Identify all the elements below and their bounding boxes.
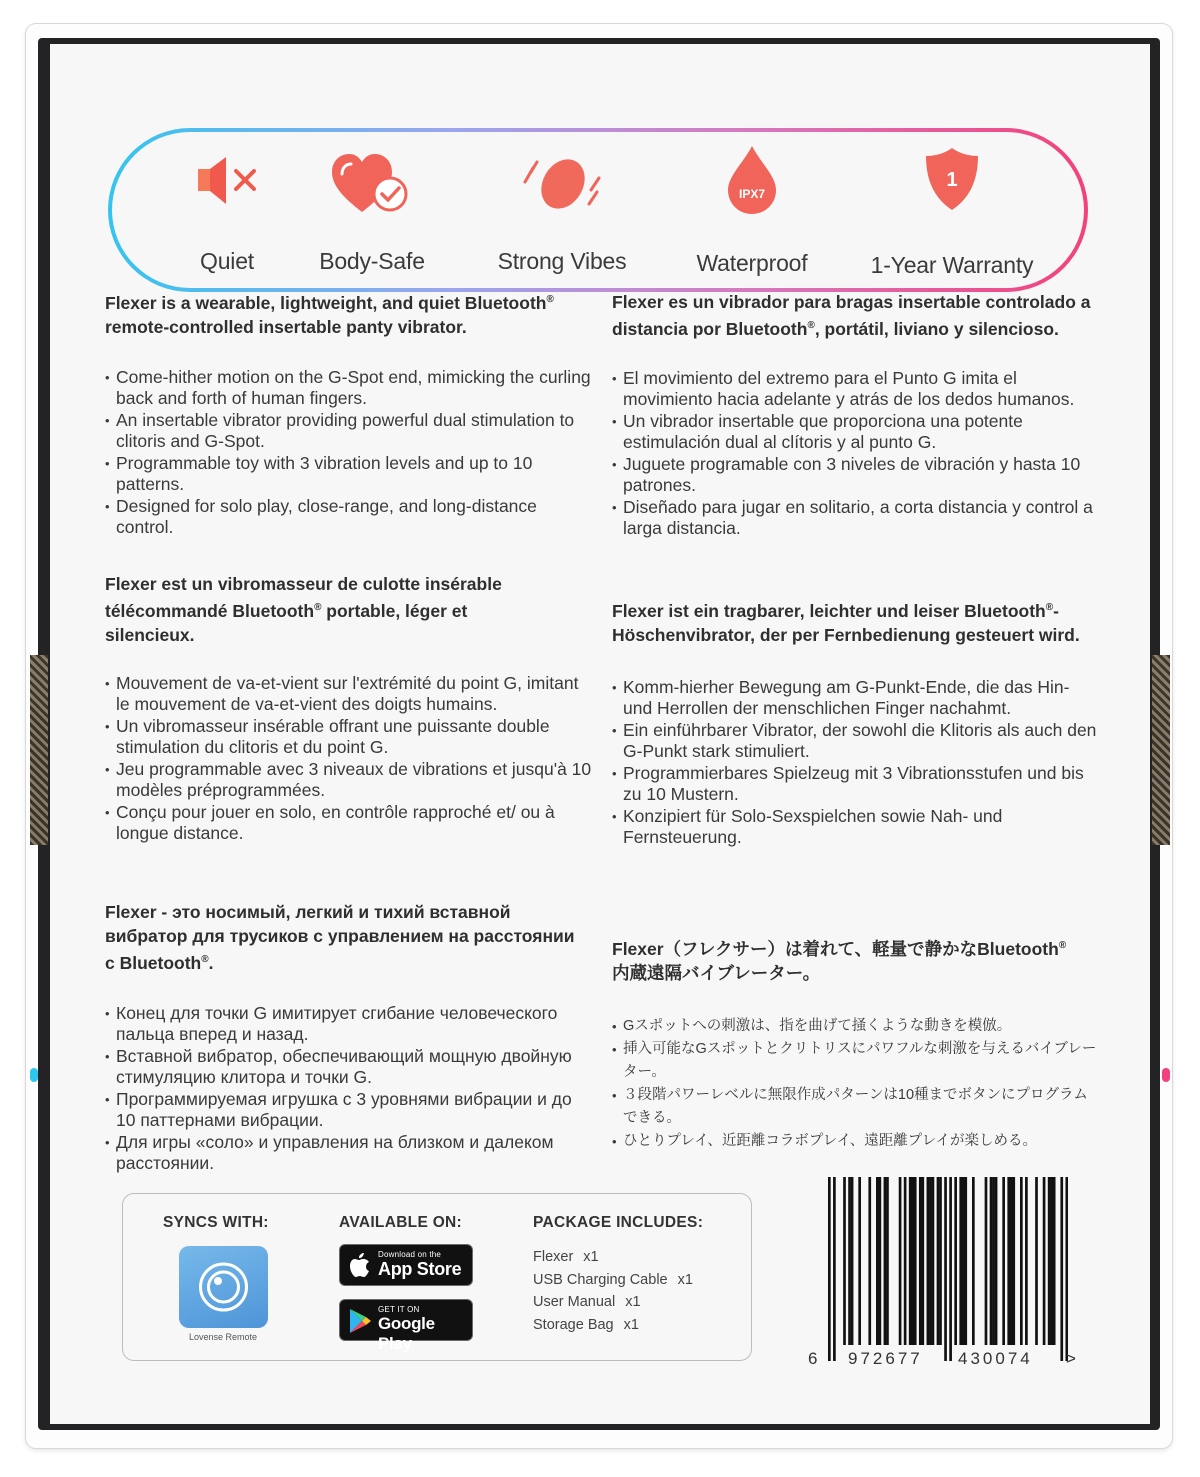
feature-list bbox=[612, 1015, 1102, 1153]
barcode-bar bbox=[1043, 1177, 1046, 1345]
heart-check-icon bbox=[330, 152, 414, 216]
barcode-bar bbox=[1020, 1177, 1023, 1345]
section-japanese bbox=[612, 934, 1102, 1153]
list-item: • Come-hither motion on the G-Spot end, mimicking the curling back and forth of human fingers. bbox=[105, 367, 595, 410]
google-play-badge[interactable] bbox=[339, 1299, 473, 1353]
speaker-muted-icon bbox=[192, 156, 262, 206]
barcode-bar bbox=[929, 1177, 932, 1345]
barcode-bar bbox=[1048, 1177, 1051, 1345]
barcode-bar bbox=[868, 1177, 871, 1345]
list-item: • El movimiento del extremo para el Punto G imita el movimiento hacia adelante y atrás de los dedos humanos. bbox=[612, 368, 1102, 411]
package-item: Flexer x1 bbox=[533, 1249, 599, 1265]
barcode-bar bbox=[959, 1177, 962, 1345]
feature-label: Body-Safe bbox=[319, 248, 425, 274]
list-item: • Программируемая игрушка с 3 уровнями вибрации и до 10 паттернами вибрации. bbox=[105, 1089, 595, 1132]
feature-list bbox=[105, 367, 595, 539]
barcode-bar bbox=[851, 1177, 854, 1345]
barcode-bar bbox=[848, 1177, 851, 1345]
list-item: • Designed for solo play, close-range, and long-distance control. bbox=[105, 496, 595, 539]
package-includes-title: PACKAGE INCLUDES: bbox=[533, 1214, 704, 1231]
feature-waterproof bbox=[672, 132, 832, 288]
barcode-bar bbox=[954, 1177, 957, 1345]
feature-list bbox=[612, 368, 1102, 540]
shield-icon bbox=[922, 146, 982, 212]
barcode-bar bbox=[995, 1177, 998, 1345]
list-item: • Konzipiert für Solo-Sexspielchen sowie Nah- und Fernsteuerung. bbox=[612, 806, 1102, 849]
barcode-end-mark: > bbox=[1066, 1349, 1076, 1368]
barcode-bar bbox=[944, 1177, 947, 1361]
barcode-bar bbox=[833, 1177, 836, 1361]
apple-icon bbox=[349, 1253, 371, 1279]
barcode-left-group: 972677 bbox=[848, 1349, 923, 1368]
barcode-bar bbox=[1050, 1177, 1053, 1345]
list-item: • Diseñado para jugar en solitario, a corta distancia y control a larga distancia. bbox=[612, 497, 1102, 540]
barcode-bar bbox=[949, 1177, 952, 1361]
section-heading: Flexer - это носимый, легкий и тихий вставной вибратор для трусиков с управлением на расстоянии с Bluetooth®. bbox=[105, 902, 575, 973]
app-store-label: App Store bbox=[378, 1259, 462, 1279]
barcode-first-digit: 6 bbox=[808, 1349, 818, 1368]
section-heading: Flexer（フレクサー）は着れて、軽量で静かなBluetooth® 内蔵遠隔バイブレーター。 bbox=[612, 938, 1067, 983]
pink-edge-mark bbox=[1162, 1068, 1170, 1082]
feature-list bbox=[105, 673, 595, 845]
barcode-bar bbox=[932, 1177, 935, 1345]
barcode-bar bbox=[1007, 1177, 1010, 1345]
google-play-small-text: GET IT ON bbox=[378, 1305, 420, 1314]
package-item: User Manual x1 bbox=[533, 1294, 641, 1310]
available-on-title: AVAILABLE ON: bbox=[339, 1214, 463, 1231]
barcode-bar bbox=[1002, 1177, 1005, 1345]
barcode-bars bbox=[828, 1177, 1068, 1363]
barcode-bar bbox=[914, 1177, 917, 1345]
barcode-bar bbox=[939, 1177, 942, 1345]
barcode-bar bbox=[1035, 1177, 1038, 1345]
list-item: • Un vibromasseur insérable offrant une puissante double stimulation du clitoris et du point G. bbox=[105, 716, 595, 759]
list-item: • 挿入可能なGスポットとクリトリスにパワフルな刺激を与えるバイブレーター。 bbox=[612, 1038, 1102, 1084]
barcode-bar bbox=[886, 1177, 889, 1345]
syncs-with-title: SYNCS WITH: bbox=[163, 1214, 269, 1231]
barcode-bar bbox=[964, 1177, 967, 1345]
app-store-badge[interactable] bbox=[339, 1244, 473, 1286]
eye-logo-icon bbox=[179, 1246, 268, 1328]
list-item: • Gスポットへの刺激は、指を曲げて掻くような動きを模倣。 bbox=[612, 1015, 1102, 1038]
barcode-bar bbox=[1025, 1177, 1028, 1345]
google-play-label: Google Play bbox=[378, 1314, 435, 1353]
warranty-year-badge: 1 bbox=[946, 169, 958, 191]
list-item: • Для игры «соло» и управления на близком и далеком расстоянии. bbox=[105, 1132, 595, 1175]
barcode-bar bbox=[1053, 1177, 1056, 1345]
feature-strong-vibes bbox=[472, 132, 652, 288]
box-edge-texture-right bbox=[1152, 655, 1170, 845]
app-name-label: Lovense Remote bbox=[188, 1332, 258, 1342]
feature-warranty bbox=[862, 132, 1042, 288]
barcode-bar bbox=[962, 1177, 965, 1345]
app-store-small-text: Download on the bbox=[378, 1250, 442, 1259]
barcode-bar bbox=[879, 1177, 882, 1345]
feature-label: Quiet bbox=[200, 248, 254, 274]
section-heading: Flexer is a wearable, lightweight, and quiet Bluetooth® remote-controlled insertable panty vibrator. bbox=[105, 292, 554, 337]
barcode-bar bbox=[828, 1177, 831, 1361]
barcode-bar bbox=[937, 1177, 940, 1345]
barcode-bar bbox=[904, 1177, 907, 1345]
cyan-edge-mark bbox=[30, 1068, 38, 1082]
list-item: • Конец для точки G имитирует сгибание человеческого пальца вперед и назад. bbox=[105, 1003, 595, 1046]
barcode-bar bbox=[990, 1177, 993, 1345]
barcode-bar bbox=[899, 1177, 902, 1345]
barcode-bar bbox=[972, 1177, 975, 1345]
package-list bbox=[533, 1246, 693, 1336]
barcode-bar bbox=[921, 1177, 924, 1345]
section-heading: Flexer ist ein tragbarer, leichter und leiser Bluetooth®-Höschenvibrator, der per Fernbedienung gesteuert wird. bbox=[612, 600, 1080, 645]
list-item: • ひとりプレイ、近距離コラボプレイ、遠距離プレイが楽しめる。 bbox=[612, 1130, 1102, 1153]
feature-label: Strong Vibes bbox=[497, 248, 627, 274]
feature-label: 1-Year Warranty bbox=[870, 252, 1034, 278]
package-item: USB Charging Cable x1 bbox=[533, 1271, 693, 1288]
section-spanish bbox=[612, 290, 1102, 540]
barcode-bar bbox=[1065, 1177, 1068, 1361]
barcode-right-group: 430074 bbox=[958, 1349, 1033, 1368]
list-item: • Komm-hierher Bewegung am G-Punkt-Ende, die das Hin- und Herrollen der menschlichen Finger nachahmt. bbox=[612, 677, 1102, 720]
section-heading: Flexer es un vibrador para bragas insertable controlado a distancia por Bluetooth®, portátil, liviano y silencioso. bbox=[612, 292, 1091, 339]
barcode-bar bbox=[876, 1177, 879, 1345]
barcode-bar bbox=[927, 1177, 930, 1345]
list-item: • Juguete programable con 3 niveles de vibración y hasta 10 patrones. bbox=[612, 454, 1102, 497]
feature-body-safe bbox=[292, 132, 452, 288]
list-item: • ３段階パワーレベルに無限作成パターンは10種までボタンにプログラムできる。 bbox=[612, 1084, 1102, 1130]
list-item: • Ein einführbarer Vibrator, der sowohl die Klitoris als auch den G-Punkt stark stimuliert. bbox=[612, 720, 1102, 763]
barcode-bar bbox=[858, 1177, 861, 1345]
list-item: • Un vibrador insertable que proporciona una potente estimulación dual al clítoris y al punto G. bbox=[612, 411, 1102, 454]
barcode-bar bbox=[985, 1177, 988, 1345]
lovense-remote-app-icon bbox=[179, 1246, 268, 1328]
list-item: • Вставной вибратор, обеспечивающий мощную двойную стимуляцию клитора и точки G. bbox=[105, 1046, 595, 1089]
barcode-bar bbox=[992, 1177, 995, 1345]
list-item: • An insertable vibrator providing powerful dual stimulation to clitoris and G-Spot. bbox=[105, 410, 595, 453]
feature-label: Waterproof bbox=[696, 250, 808, 276]
list-item: • Programmable toy with 3 vibration levels and up to 10 patterns. bbox=[105, 453, 595, 496]
feature-bar bbox=[108, 128, 1088, 292]
ipx7-badge: IPX7 bbox=[738, 187, 766, 201]
list-item: • Jeu programmable avec 3 niveaux de vibrations et jusqu'à 10 modèles préprogrammées. bbox=[105, 759, 595, 802]
section-french bbox=[105, 572, 595, 845]
barcode-bar bbox=[1060, 1177, 1063, 1361]
feature-list bbox=[612, 677, 1102, 849]
section-english bbox=[105, 288, 595, 539]
list-item: • Conçu pour jouer en solo, en contrôle rapproché et/ ou à longue distance. bbox=[105, 802, 595, 845]
list-item: • Programmierbares Spielzeug mit 3 Vibrationsstufen und bis zu 10 Mustern. bbox=[612, 763, 1102, 806]
barcode-bar bbox=[1012, 1177, 1015, 1345]
package-item: Storage Bag x1 bbox=[533, 1316, 639, 1333]
feature-quiet bbox=[152, 132, 302, 288]
feature-list bbox=[105, 1003, 595, 1175]
barcode bbox=[808, 1177, 1078, 1373]
barcode-bar bbox=[909, 1177, 912, 1345]
barcode-bar bbox=[911, 1177, 914, 1345]
info-box bbox=[122, 1193, 752, 1361]
water-drop-icon bbox=[722, 144, 782, 216]
barcode-bar bbox=[919, 1177, 922, 1345]
vibration-icon bbox=[517, 150, 607, 214]
list-item: • Mouvement de va-et-vient sur l'extrémité du point G, imitant le mouvement de va-et-vient des doigts humains. bbox=[105, 673, 595, 716]
barcode-bar bbox=[1010, 1177, 1013, 1345]
section-german bbox=[612, 596, 1102, 849]
barcode-bar bbox=[884, 1177, 887, 1345]
section-russian bbox=[105, 900, 595, 1175]
section-heading: Flexer est un vibromasseur de culotte insérable télécommandé Bluetooth® portable, léger et silencieux. bbox=[105, 574, 502, 645]
barcode-bar bbox=[843, 1177, 846, 1345]
box-edge-texture-left bbox=[30, 655, 48, 845]
google-play-icon bbox=[348, 1308, 372, 1334]
